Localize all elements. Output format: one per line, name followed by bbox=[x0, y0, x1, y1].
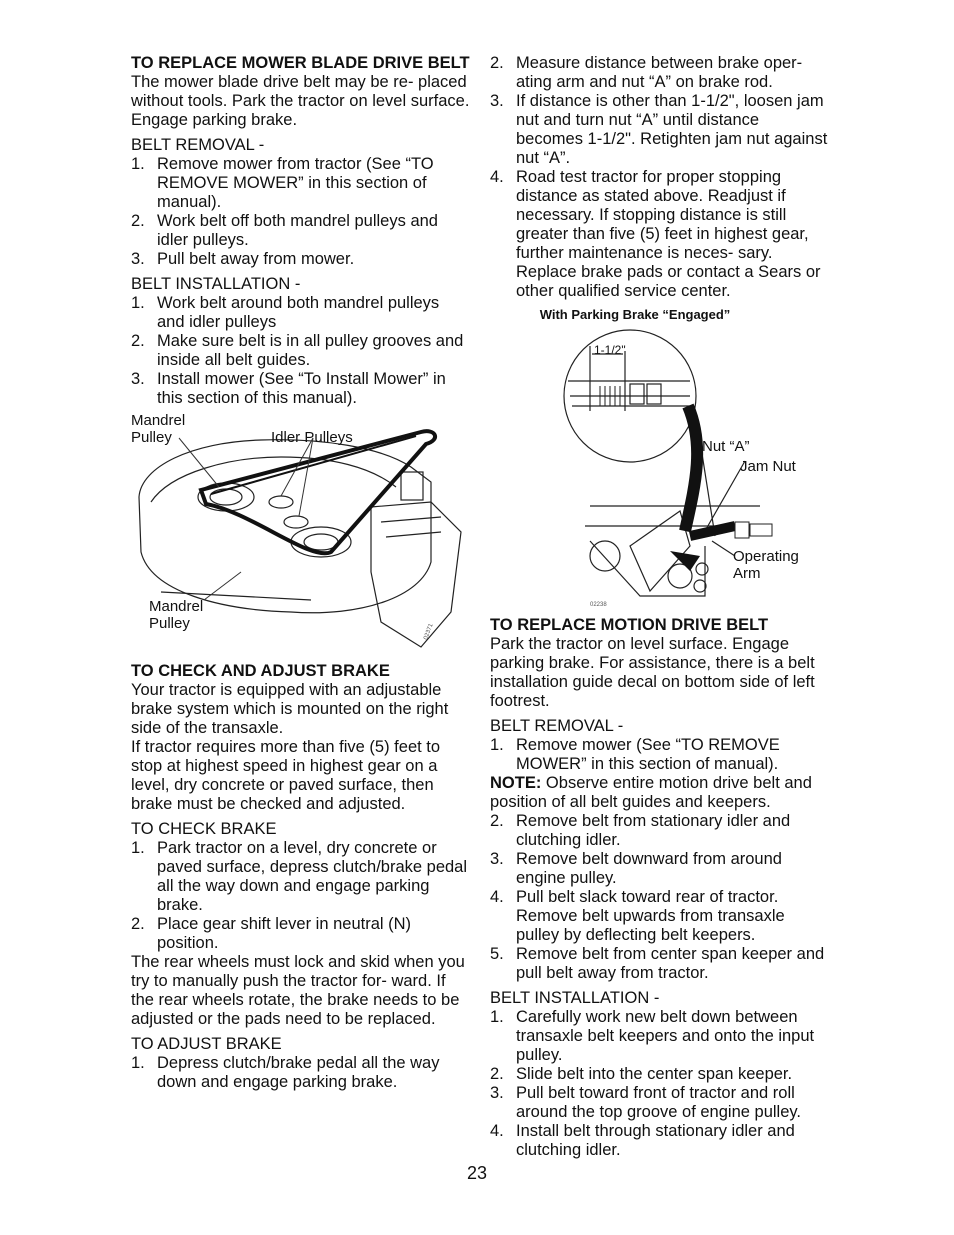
list-item: 1. Carefully work new belt down between transaxle belt keepers and onto the input pulley. bbox=[490, 1008, 815, 1064]
label-mandrel-pulley-bottom-2: Pulley bbox=[149, 615, 190, 632]
motion-belt-intro: Park the tractor on level surface. Engage parking brake. For assistance, there is a belt installation guide decal on bottom side of left footrest. bbox=[490, 635, 815, 710]
list-item: 1. Remove mower (See “TO REMOVE MOWER” in this section of manual). bbox=[490, 736, 780, 773]
blade-belt-title: TO REPLACE MOWER BLADE DRIVE BELT bbox=[131, 54, 470, 72]
list-item: 3. Pull belt toward front of tractor and roll around the top groove of engine pulley. bbox=[490, 1084, 801, 1121]
motion-removal-heading: BELT REMOVAL - bbox=[490, 717, 624, 735]
motion-install-heading: BELT INSTALLATION - bbox=[490, 989, 660, 1007]
motion-belt-title: TO REPLACE MOTION DRIVE BELT bbox=[490, 616, 769, 634]
page-number: 23 bbox=[466, 1163, 488, 1183]
svg-text:02371: 02371 bbox=[423, 622, 435, 641]
list-item: 4. Install belt through stationary idler and clutching idler. bbox=[490, 1122, 795, 1159]
label-nut-a: Nut “A” bbox=[702, 438, 750, 455]
blade-belt-intro: The mower blade drive belt may be re- placed without tools. Park the tractor on level surface. Engage parking brake. bbox=[131, 73, 470, 129]
svg-text:02238: 02238 bbox=[590, 602, 607, 608]
label-mandrel-pulley-top-1: Mandrel bbox=[131, 412, 186, 429]
motion-removal-list bbox=[490, 812, 830, 983]
list-item: 2. Measure distance between brake oper- ating arm and nut “A” on brake rod. bbox=[490, 54, 803, 91]
motion-install-list bbox=[490, 1008, 830, 1160]
adjust-brake-list bbox=[131, 1054, 471, 1092]
list-item: 2. Remove belt from stationary idler and clutching idler. bbox=[490, 812, 791, 849]
list-item: 1. Depress clutch/brake pedal all the way down and engage parking brake. bbox=[131, 1054, 440, 1091]
label-mandrel-pulley-bottom-1: Mandrel bbox=[149, 598, 204, 615]
list-item: 4. Pull belt slack toward rear of tractor. Remove belt upwards from transaxle pulley by deflecting belt keepers. bbox=[490, 888, 785, 944]
check-brake-heading: TO CHECK BRAKE bbox=[131, 820, 277, 838]
label-jam-nut: Jam Nut bbox=[740, 458, 796, 475]
brake-title: TO CHECK AND ADJUST BRAKE bbox=[131, 662, 390, 680]
blade-removal-list bbox=[131, 155, 471, 269]
label-operating-arm-2: Arm bbox=[733, 565, 761, 582]
list-item: 1. Park tractor on a level, dry concrete or paved surface, depress clutch/brake pedal all the way down and engage parking brake. bbox=[131, 839, 468, 914]
mower-deck-figure bbox=[131, 412, 471, 658]
list-item: 3. Install mower (See “To Install Mower” in this section of this manual). bbox=[131, 370, 446, 407]
note-text: Observe entire motion drive belt and position of all belt guides and keepers. bbox=[490, 774, 812, 811]
list-item: 2. Work belt off both mandrel pulleys and idler pulleys. bbox=[131, 212, 438, 249]
brake-figure-caption: With Parking Brake “Engaged” bbox=[539, 307, 731, 322]
adjust-brake-heading: TO ADJUST BRAKE bbox=[131, 1035, 282, 1053]
list-item: 3. Pull belt away from mower. bbox=[131, 250, 355, 268]
brake-p3: The rear wheels must lock and skid when you try to manually push the tractor for- ward. If the rear wheels rotate, the brake needs to be adjusted or the pads need to be replaced. bbox=[131, 953, 465, 1028]
label-idler-pulleys: Idler Pulleys bbox=[271, 429, 353, 446]
list-item: 3. Remove belt downward from around engine pulley. bbox=[490, 850, 782, 887]
brake-p2: If tractor requires more than five (5) feet to stop at highest speed in highest gear on a level, dry concrete or paved surface, then brake must be checked and adjusted. bbox=[131, 738, 441, 813]
note-label: NOTE: bbox=[490, 774, 542, 792]
belt-removal-heading: BELT REMOVAL - bbox=[131, 136, 265, 154]
label-mandrel-pulley-top-2: Pulley bbox=[131, 429, 172, 446]
brake-figure bbox=[490, 326, 830, 608]
list-item: 1. Work belt around both mandrel pulleys and idler pulleys bbox=[131, 294, 440, 331]
list-item: 2. Make sure belt is in all pulley grooves and inside all belt guides. bbox=[131, 332, 464, 369]
list-item: 2. Slide belt into the center span keeper. bbox=[490, 1065, 793, 1083]
list-item: 4. Road test tractor for proper stopping distance as stated above. Readjust if necessary. If stopping distance is still greater than five (5) feet in highest gear, further maintenance is neces- sary. Replace brake pads or contact a Sears or other qualified service center. bbox=[490, 168, 821, 300]
check-brake-list bbox=[131, 839, 471, 953]
right-column bbox=[490, 54, 830, 1160]
brake-p1: Your tractor is equipped with an adjustable brake system which is mounted on the right side of the transaxle. bbox=[131, 681, 449, 737]
label-operating-arm-1: Operating bbox=[733, 548, 799, 565]
belt-installation-heading: BELT INSTALLATION - bbox=[131, 275, 301, 293]
list-item: 3. If distance is other than 1-1/2", loosen jam nut and turn nut “A” until distance becomes 1-1/2". Retighten jam nut against nut “A”. bbox=[490, 92, 828, 167]
adjust-brake-continued-list bbox=[490, 54, 830, 301]
list-item: 2. Place gear shift lever in neutral (N) position. bbox=[131, 915, 412, 952]
label-measurement: 1-1/2" bbox=[594, 343, 626, 357]
motion-note bbox=[490, 774, 830, 812]
blade-install-list bbox=[131, 294, 471, 408]
list-item: 5. Remove belt from center span keeper and pull belt away from tractor. bbox=[490, 945, 825, 982]
list-item: 1. Remove mower from tractor (See “TO REMOVE MOWER” in this section of manual). bbox=[131, 155, 434, 211]
left-column bbox=[131, 54, 471, 1092]
